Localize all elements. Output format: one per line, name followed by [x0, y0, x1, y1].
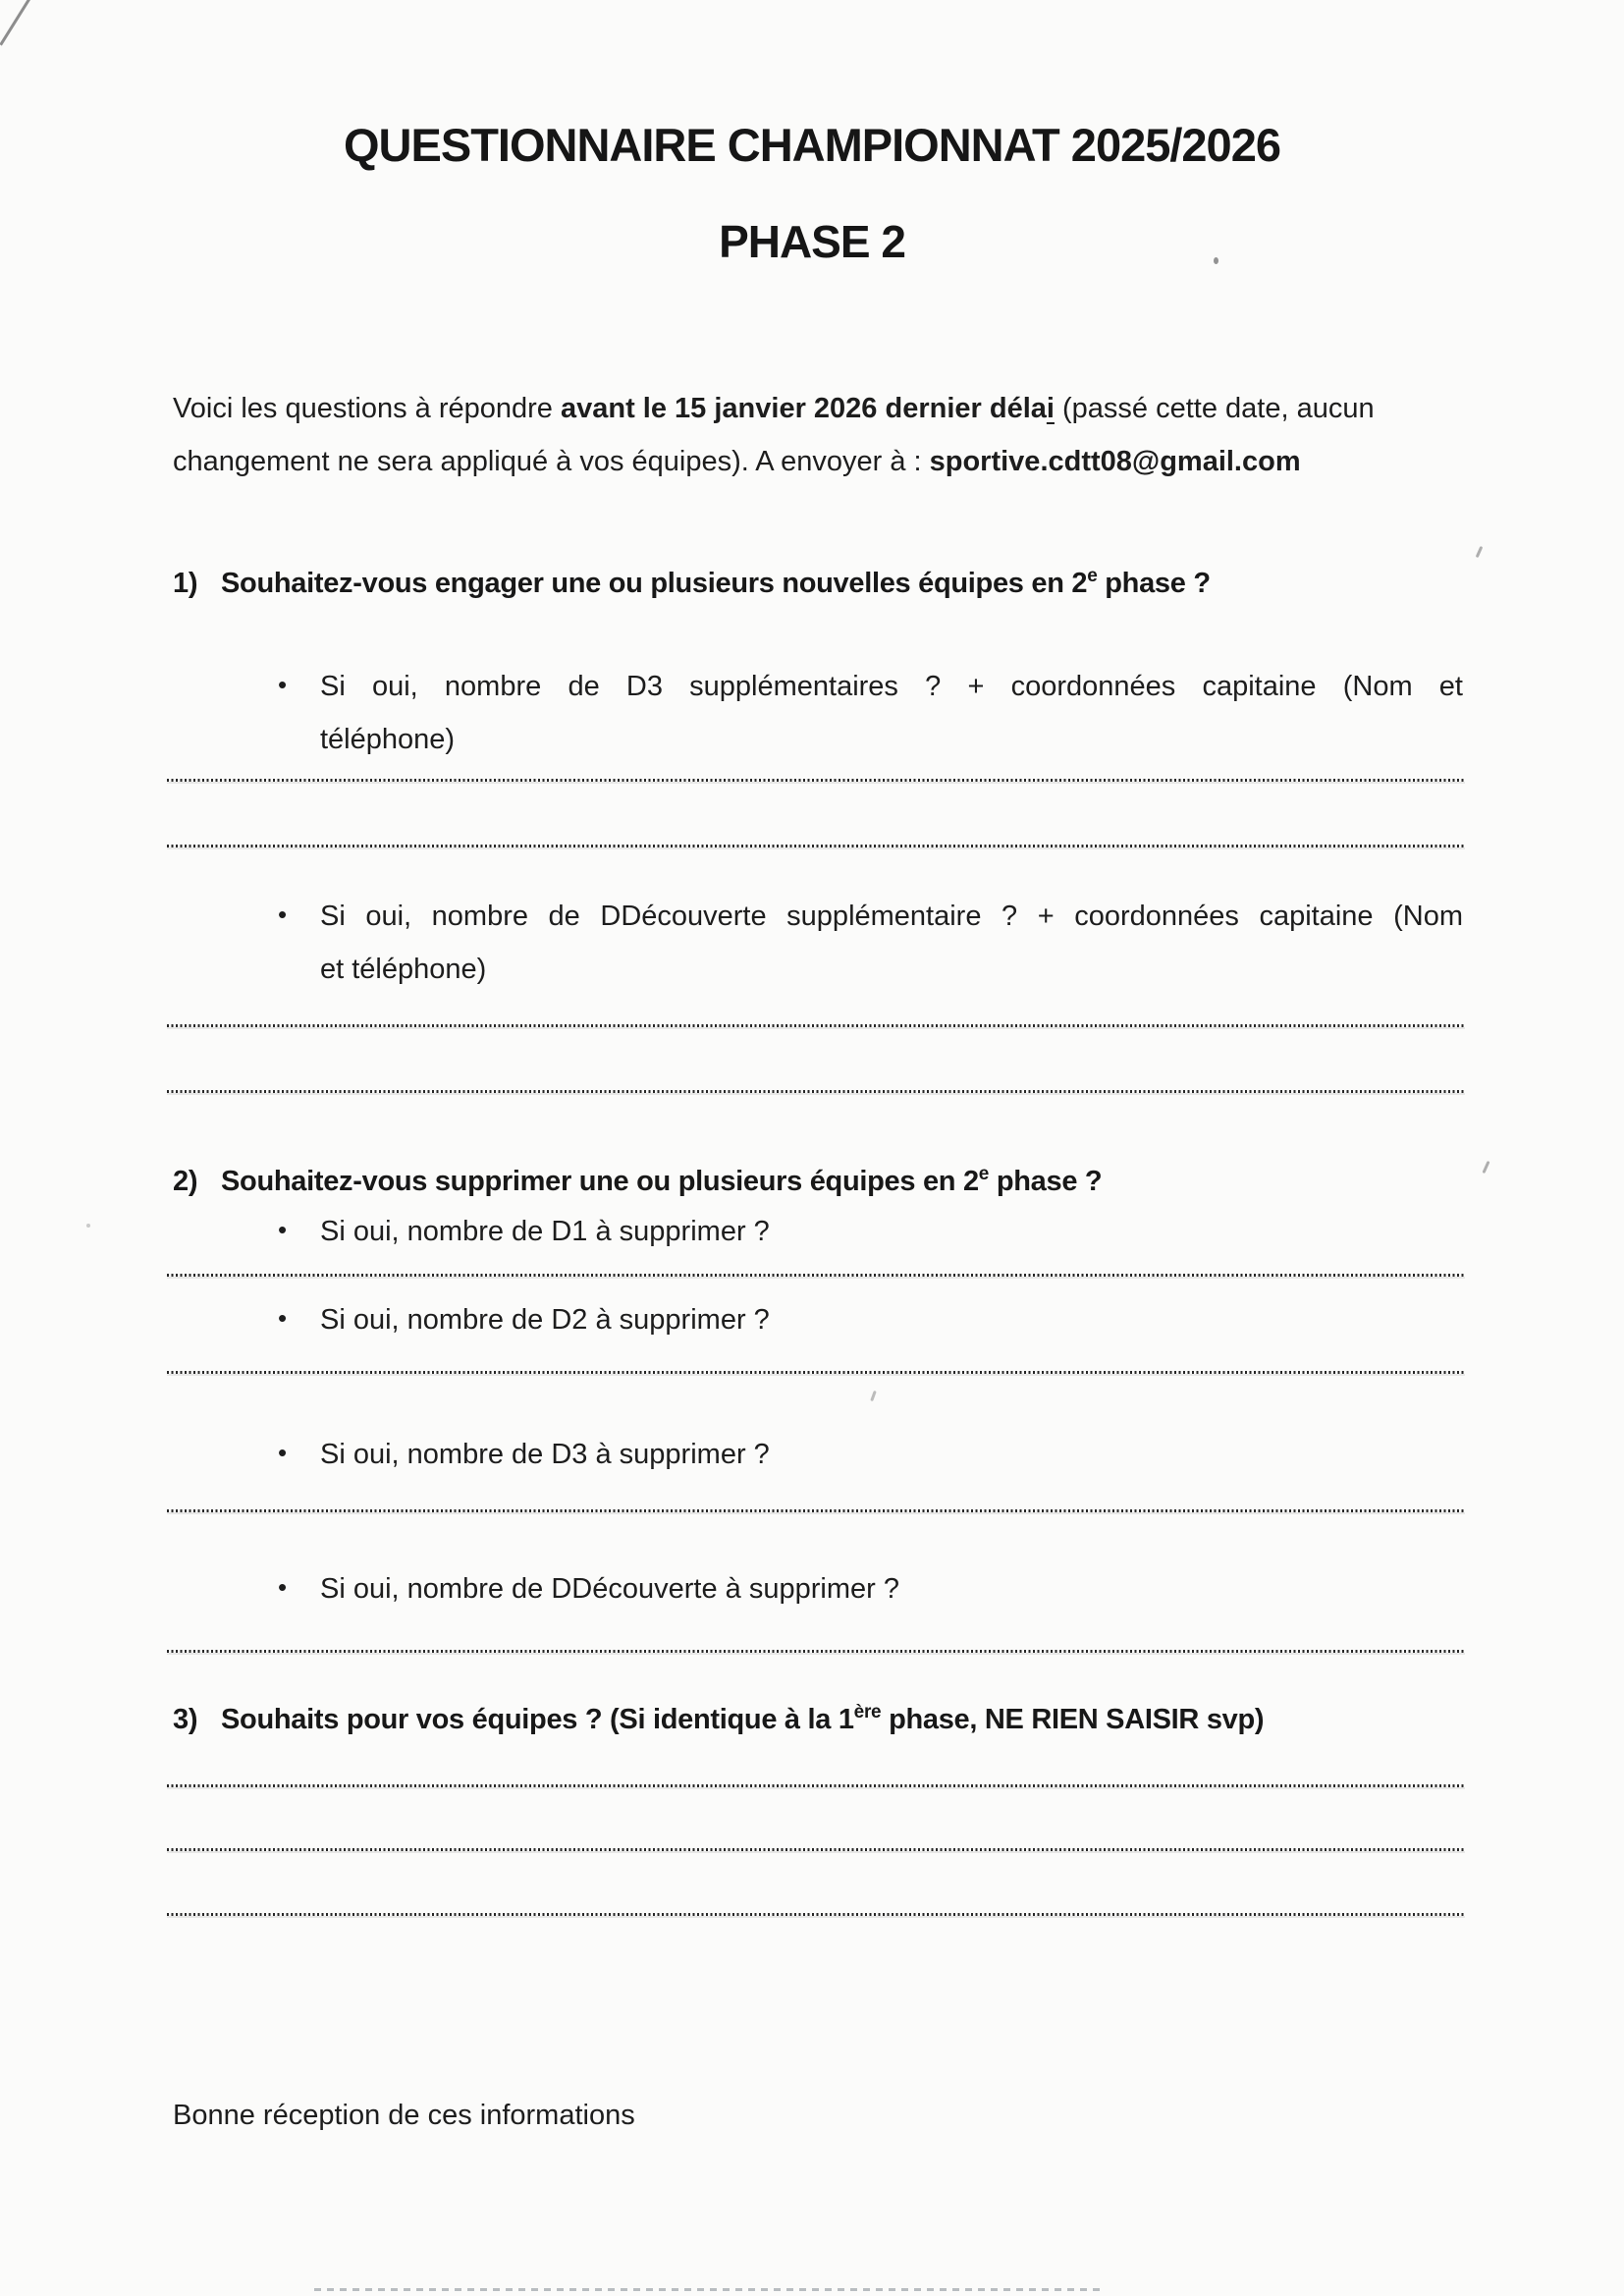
question-text: Souhaits pour vos équipes ? (Si identique à la 1 [221, 1704, 854, 1735]
closing-text: Bonne réception de ces informations [173, 2100, 635, 2131]
intro-text: Voici les questions à répondre [173, 393, 561, 424]
intro-line-1 [173, 387, 1463, 430]
answer-line [167, 845, 1465, 847]
question-number: 2) [173, 1166, 198, 1197]
bullet-icon: • [278, 900, 288, 929]
document-subtitle: PHASE 2 [719, 216, 905, 267]
superscript: e [978, 1164, 990, 1184]
list-item [276, 1433, 1463, 1476]
list-item [276, 1210, 1463, 1253]
bullet-icon: • [278, 1303, 288, 1333]
answer-line [167, 1090, 1465, 1093]
answer-line [167, 1024, 1465, 1027]
superscript: ère [853, 1702, 882, 1722]
question-3-title [173, 1698, 1506, 1741]
bullet-text: Si oui, nombre de D1 à supprimer ? [320, 1216, 770, 1247]
deadline-text: avant le 15 janvier 2026 dernier déla [560, 393, 1047, 424]
bullet-icon: • [278, 1572, 288, 1602]
question-text: phase ? [1097, 568, 1211, 599]
answer-line [167, 1913, 1465, 1916]
scan-speck [1476, 546, 1484, 558]
list-item [276, 1567, 1463, 1611]
contact-email: sportive.cdtt08@gmail.com [929, 446, 1301, 477]
scan-speck [870, 1391, 877, 1401]
superscript: e [1087, 566, 1098, 586]
intro-text: (passé cette date, aucun [1054, 393, 1375, 424]
list-item [276, 890, 1463, 996]
bullet-text: Si oui, nombre de D3 supplémentaires ? + coordonnées capitaine (Nom et [320, 671, 1463, 702]
bullet-text: téléphone) [320, 724, 456, 755]
question-number: 1) [173, 568, 198, 599]
answer-line [167, 1509, 1465, 1512]
answer-line [167, 1371, 1465, 1374]
question-number: 3) [173, 1704, 198, 1735]
answer-line [167, 1848, 1465, 1851]
bullet-icon: • [278, 1215, 288, 1244]
bullet-icon: • [278, 1438, 288, 1467]
answer-line [167, 1650, 1465, 1653]
question-text: Souhaitez-vous supprimer une ou plusieurs équipes en 2 [221, 1166, 979, 1197]
bullet-text: Si oui, nombre de DDécouverte à supprimer ? [320, 1573, 899, 1605]
question-text: phase, NE RIEN SAISIR svp) [881, 1704, 1265, 1735]
bullet-text: Si oui, nombre de D3 à supprimer ? [320, 1439, 770, 1470]
answer-line [167, 1274, 1465, 1277]
question-1-title [173, 562, 1506, 605]
answer-line [167, 1784, 1465, 1787]
answer-line [167, 779, 1465, 782]
question-text: Souhaitez-vous engager une ou plusieurs nouvelles équipes en 2 [221, 568, 1088, 599]
document-title: QUESTIONNAIRE CHAMPIONNAT 2025/2026 [344, 119, 1280, 171]
intro-line-2 [173, 440, 1463, 483]
intro-text: changement ne sera appliqué à vos équipes). A envoyer à : [173, 446, 930, 477]
question-text: phase ? [989, 1166, 1103, 1197]
list-item [276, 1298, 1463, 1341]
scan-edge-noise [314, 2288, 1100, 2291]
scan-corner-artifact [0, 0, 34, 46]
bullet-text: et téléphone) [320, 954, 487, 985]
bullet-text: Si oui, nombre de DDécouverte supplémentaire ? + coordonnées capitaine (Nom [320, 901, 1463, 932]
list-item [276, 660, 1463, 766]
question-2-title [173, 1160, 1506, 1203]
bullet-text: Si oui, nombre de D2 à supprimer ? [320, 1304, 770, 1336]
bullet-icon: • [278, 670, 288, 699]
scan-speck [86, 1224, 90, 1228]
deadline-text-underlined: i [1046, 393, 1055, 424]
